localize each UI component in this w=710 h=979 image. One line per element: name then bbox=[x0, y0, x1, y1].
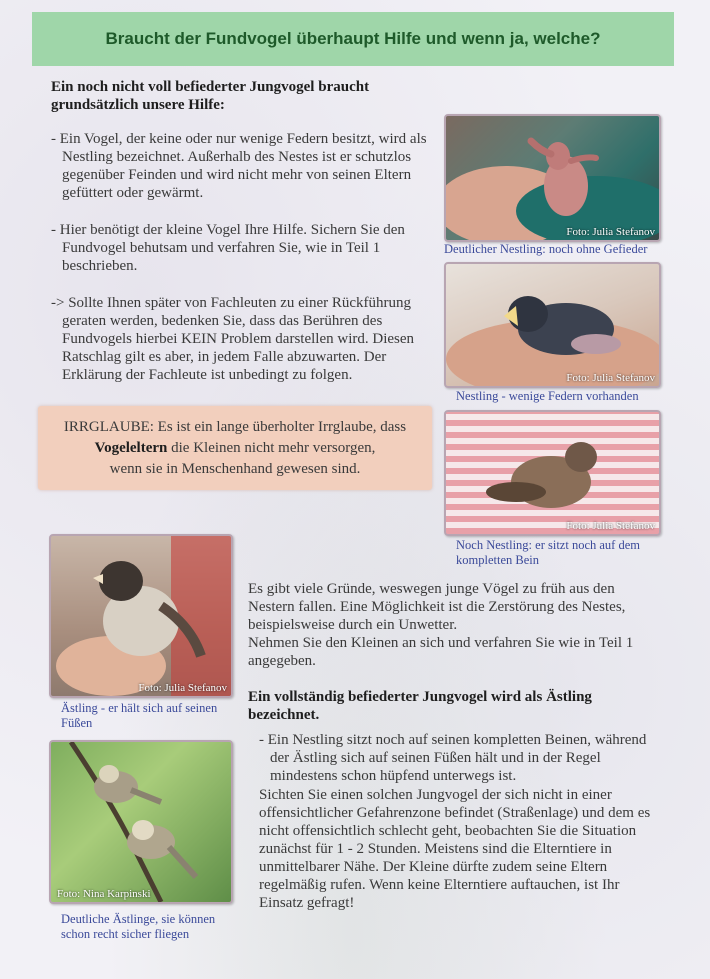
caption-nestling-featherless: Deutlicher Nestling: noch ohne Gefieder bbox=[444, 242, 648, 256]
fledgling-on-hand-image bbox=[51, 536, 231, 696]
myth-line-1: IRRGLAUBE: Es ist ein lange überholter Irrglaube, dass bbox=[63, 418, 407, 435]
photo-credit: Foto: Julia Stefanov bbox=[566, 520, 655, 532]
photo-credit: Foto: Julia Stefanov bbox=[138, 682, 227, 694]
caption-nestling-few-feathers: Nestling - wenige Federn vorhanden bbox=[456, 389, 639, 403]
reasons-instruction: Nehmen Sie den Kleinen an sich und verfahren Sie wie in Teil 1 angegeben. bbox=[248, 635, 634, 669]
photo-credit: Foto: Julia Stefanov bbox=[566, 226, 655, 238]
photo-credit: Foto: Nina Karpinski bbox=[57, 888, 151, 900]
nestling-on-leg-image bbox=[446, 412, 659, 534]
fledglings-on-branch-image bbox=[51, 742, 231, 902]
photo-fledgling-on-hand bbox=[49, 534, 233, 698]
photo-nestling-on-leg bbox=[444, 410, 661, 536]
fledgling-heading: Ein vollständig befiederter Jungvogel wird als Ästling bezeichnet. bbox=[248, 689, 592, 723]
nestling-featherless-image bbox=[446, 116, 659, 240]
myth-line-3: wenn sie in Menschenhand gewesen sind. bbox=[109, 460, 361, 477]
intro-heading: Ein noch nicht voll befiederter Jungvogel braucht grundsätzlich unsere Hilfe: bbox=[51, 79, 370, 113]
nestling-few-feathers-image bbox=[446, 264, 659, 386]
fledgling-body: Sichten Sie einen solchen Jungvogel der sich nicht in einer offensichtlicher Gefahrenzone befindet (Straßenlage) und dem es nicht offensichtlich schlecht geht, beobachten Sie die Situation zunächst für 1 - 2 Stunden. Meistens sind die Elterntiere in unmittelbarer Nähe. Der Kleine dürfte zudem seine Eltern regelmäßig rufen. Wenn keine Elterntiere auftauchen, ist Ihr Einsatz gefragt! bbox=[259, 787, 651, 911]
reasons-paragraph: Es gibt viele Gründe, weswegen junge Vögel zu früh aus den Nestern fallen. Eine Möglichkeit ist die Zerstörung des Nestes, beispielsweise durch ein Unwetter. bbox=[248, 581, 626, 633]
page-title: Braucht der Fundvogel überhaupt Hilfe und wenn ja, welche? bbox=[105, 29, 601, 48]
myth-box bbox=[38, 406, 432, 490]
myth-bold-word: Vogeleltern bbox=[94, 439, 168, 456]
bullet-nestling-definition: - Ein Vogel, der keine oder nur wenige Federn besitzt, wird als Nestling bezeichnet. Außerhalb des Nestes ist er schutzlos gegenüber Feinden und wird nicht mehr von seinen Eltern gefüttert oder gewärmt. bbox=[51, 131, 427, 201]
myth-line-2: die Kleinen nicht mehr versorgen, bbox=[167, 439, 376, 456]
caption-fledgling-on-hand: Ästling - er hält sich auf seinen Füßen bbox=[61, 701, 218, 730]
photo-fledglings-on-branch bbox=[49, 740, 233, 904]
photo-nestling-few-feathers bbox=[444, 262, 661, 388]
caption-nestling-on-leg: Noch Nestling: er sitzt noch auf dem kompletten Bein bbox=[456, 538, 640, 567]
bullet-return-advice: -> Sollte Ihnen später von Fachleuten zu einer Rückführung geraten werden, bedenken Sie, dass das Berühren des Fundvogels hierbei KEIN Problem darstellen wird. Diesen Ratschlag gilt es aber, in jedem Falle abzuwarten. Der Erklärung der Fachleute ist unbedingt zu folgen. bbox=[51, 295, 415, 383]
fledgling-bullet: - Ein Nestling sitzt noch auf seinen kompletten Beinen, während der Ästling sich auf seinen Füßen hält und in der Regel mindestens schon hüpfend unterwegs ist. bbox=[259, 732, 647, 784]
title-banner bbox=[32, 12, 674, 66]
photo-credit: Foto: Julia Stefanov bbox=[566, 372, 655, 384]
photo-nestling-featherless bbox=[444, 114, 661, 242]
bullet-help-needed: - Hier benötigt der kleine Vogel Ihre Hilfe. Sichern Sie den Fundvogel behutsam und verfahren Sie, wie in Teil 1 beschrieben. bbox=[51, 222, 405, 274]
caption-fledglings-on-branch: Deutliche Ästlinge, sie können schon recht sicher fliegen bbox=[61, 912, 216, 941]
